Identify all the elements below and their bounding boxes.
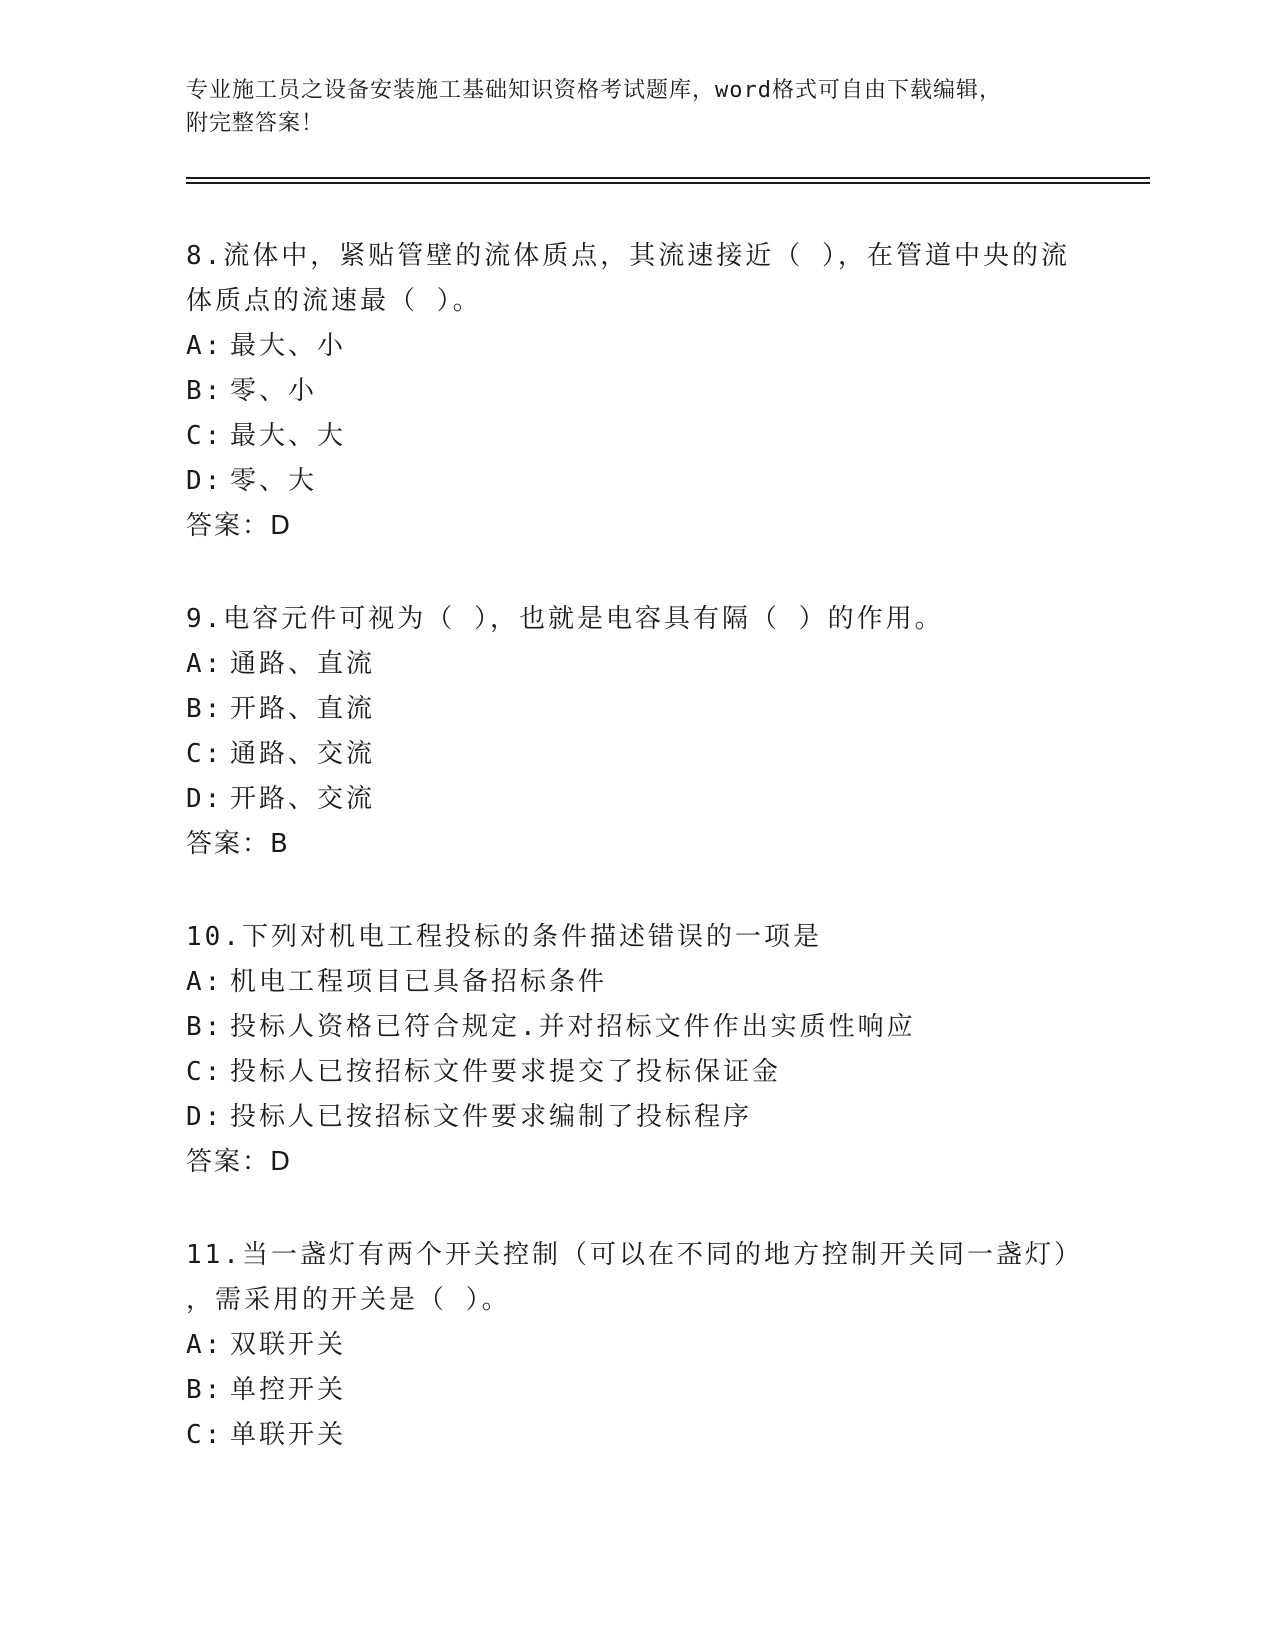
- option-d: [186, 1095, 1086, 1140]
- option-text: 投标人资格已符合规定.并对招标文件作出实质性响应: [230, 1012, 916, 1042]
- option-text: 投标人已按招标文件要求提交了投标保证金: [230, 1057, 782, 1087]
- header-divider-top: [186, 177, 1150, 179]
- option-c: [186, 732, 1086, 777]
- question-11: [186, 1233, 1086, 1458]
- question-text-line-1: 9.电容元件可视为（ ），也就是电容具有隔（ ）的作用。: [186, 604, 944, 634]
- option-key: B:: [186, 694, 224, 724]
- option-text: 单控开关: [230, 1375, 347, 1405]
- option-key: C:: [186, 739, 224, 769]
- option-key: C:: [186, 421, 224, 451]
- question-10: [186, 915, 1086, 1185]
- option-b: [186, 687, 1086, 732]
- option-key: A:: [186, 331, 224, 361]
- option-text: 双联开关: [230, 1330, 347, 1360]
- question-text-line-1: 11.当一盏灯有两个开关控制（可以在不同的地方控制开关同一盏灯）: [186, 1240, 1083, 1270]
- option-key: C:: [186, 1057, 224, 1087]
- option-a: [186, 1323, 1086, 1368]
- option-key: B:: [186, 1012, 224, 1042]
- question-text-line-1: 10.下列对机电工程投标的条件描述错误的一项是: [186, 922, 822, 952]
- option-a: [186, 642, 1086, 687]
- option-text: 通路、交流: [230, 739, 376, 769]
- option-text: 投标人已按招标文件要求编制了投标程序: [230, 1102, 753, 1132]
- option-b: [186, 369, 1086, 414]
- option-text: 开路、直流: [230, 694, 376, 724]
- header-divider-bottom: [186, 182, 1150, 184]
- option-key: A:: [186, 967, 224, 997]
- option-text: 开路、交流: [230, 784, 376, 814]
- option-a: [186, 960, 1086, 1005]
- option-d: [186, 459, 1086, 504]
- option-text: 机电工程项目已具备招标条件: [230, 967, 608, 997]
- question-text-line-2: 体质点的流速最（ ）。: [186, 286, 482, 316]
- option-key: A:: [186, 649, 224, 679]
- option-key: B:: [186, 1375, 224, 1405]
- question-8: [186, 234, 1086, 549]
- option-key: D:: [186, 1102, 224, 1132]
- option-c: [186, 1050, 1086, 1095]
- option-text: 单联开关: [230, 1420, 347, 1450]
- option-c: [186, 1413, 1086, 1458]
- header-line-2: 附完整答案！: [186, 111, 325, 136]
- option-text: 通路、直流: [230, 649, 376, 679]
- option-key: D:: [186, 784, 224, 814]
- option-text: 最大、大: [230, 421, 347, 451]
- answer: 答案：B: [186, 829, 290, 859]
- document-header: [186, 74, 1086, 140]
- option-d: [186, 777, 1086, 822]
- question-text-line-1: 8.流体中，紧贴管壁的流体质点，其流速接近（ ），在管道中央的流: [186, 241, 1070, 271]
- option-key: B:: [186, 376, 224, 406]
- option-text: 零、小: [230, 376, 318, 406]
- option-key: A:: [186, 1330, 224, 1360]
- option-b: [186, 1005, 1086, 1050]
- question-text-line-2: ，需采用的开关是（ ）。: [186, 1285, 511, 1315]
- option-key: D:: [186, 466, 224, 496]
- answer: 答案：D: [186, 511, 293, 541]
- option-text: 最大、小: [230, 331, 347, 361]
- answer: 答案：D: [186, 1147, 293, 1177]
- option-c: [186, 414, 1086, 459]
- header-line-1: 专业施工员之设备安装施工基础知识资格考试题库，word格式可自由下载编辑，: [186, 78, 1002, 103]
- option-text: 零、大: [230, 466, 318, 496]
- option-a: [186, 324, 1086, 369]
- option-b: [186, 1368, 1086, 1413]
- question-9: [186, 597, 1086, 867]
- option-key: C:: [186, 1420, 224, 1450]
